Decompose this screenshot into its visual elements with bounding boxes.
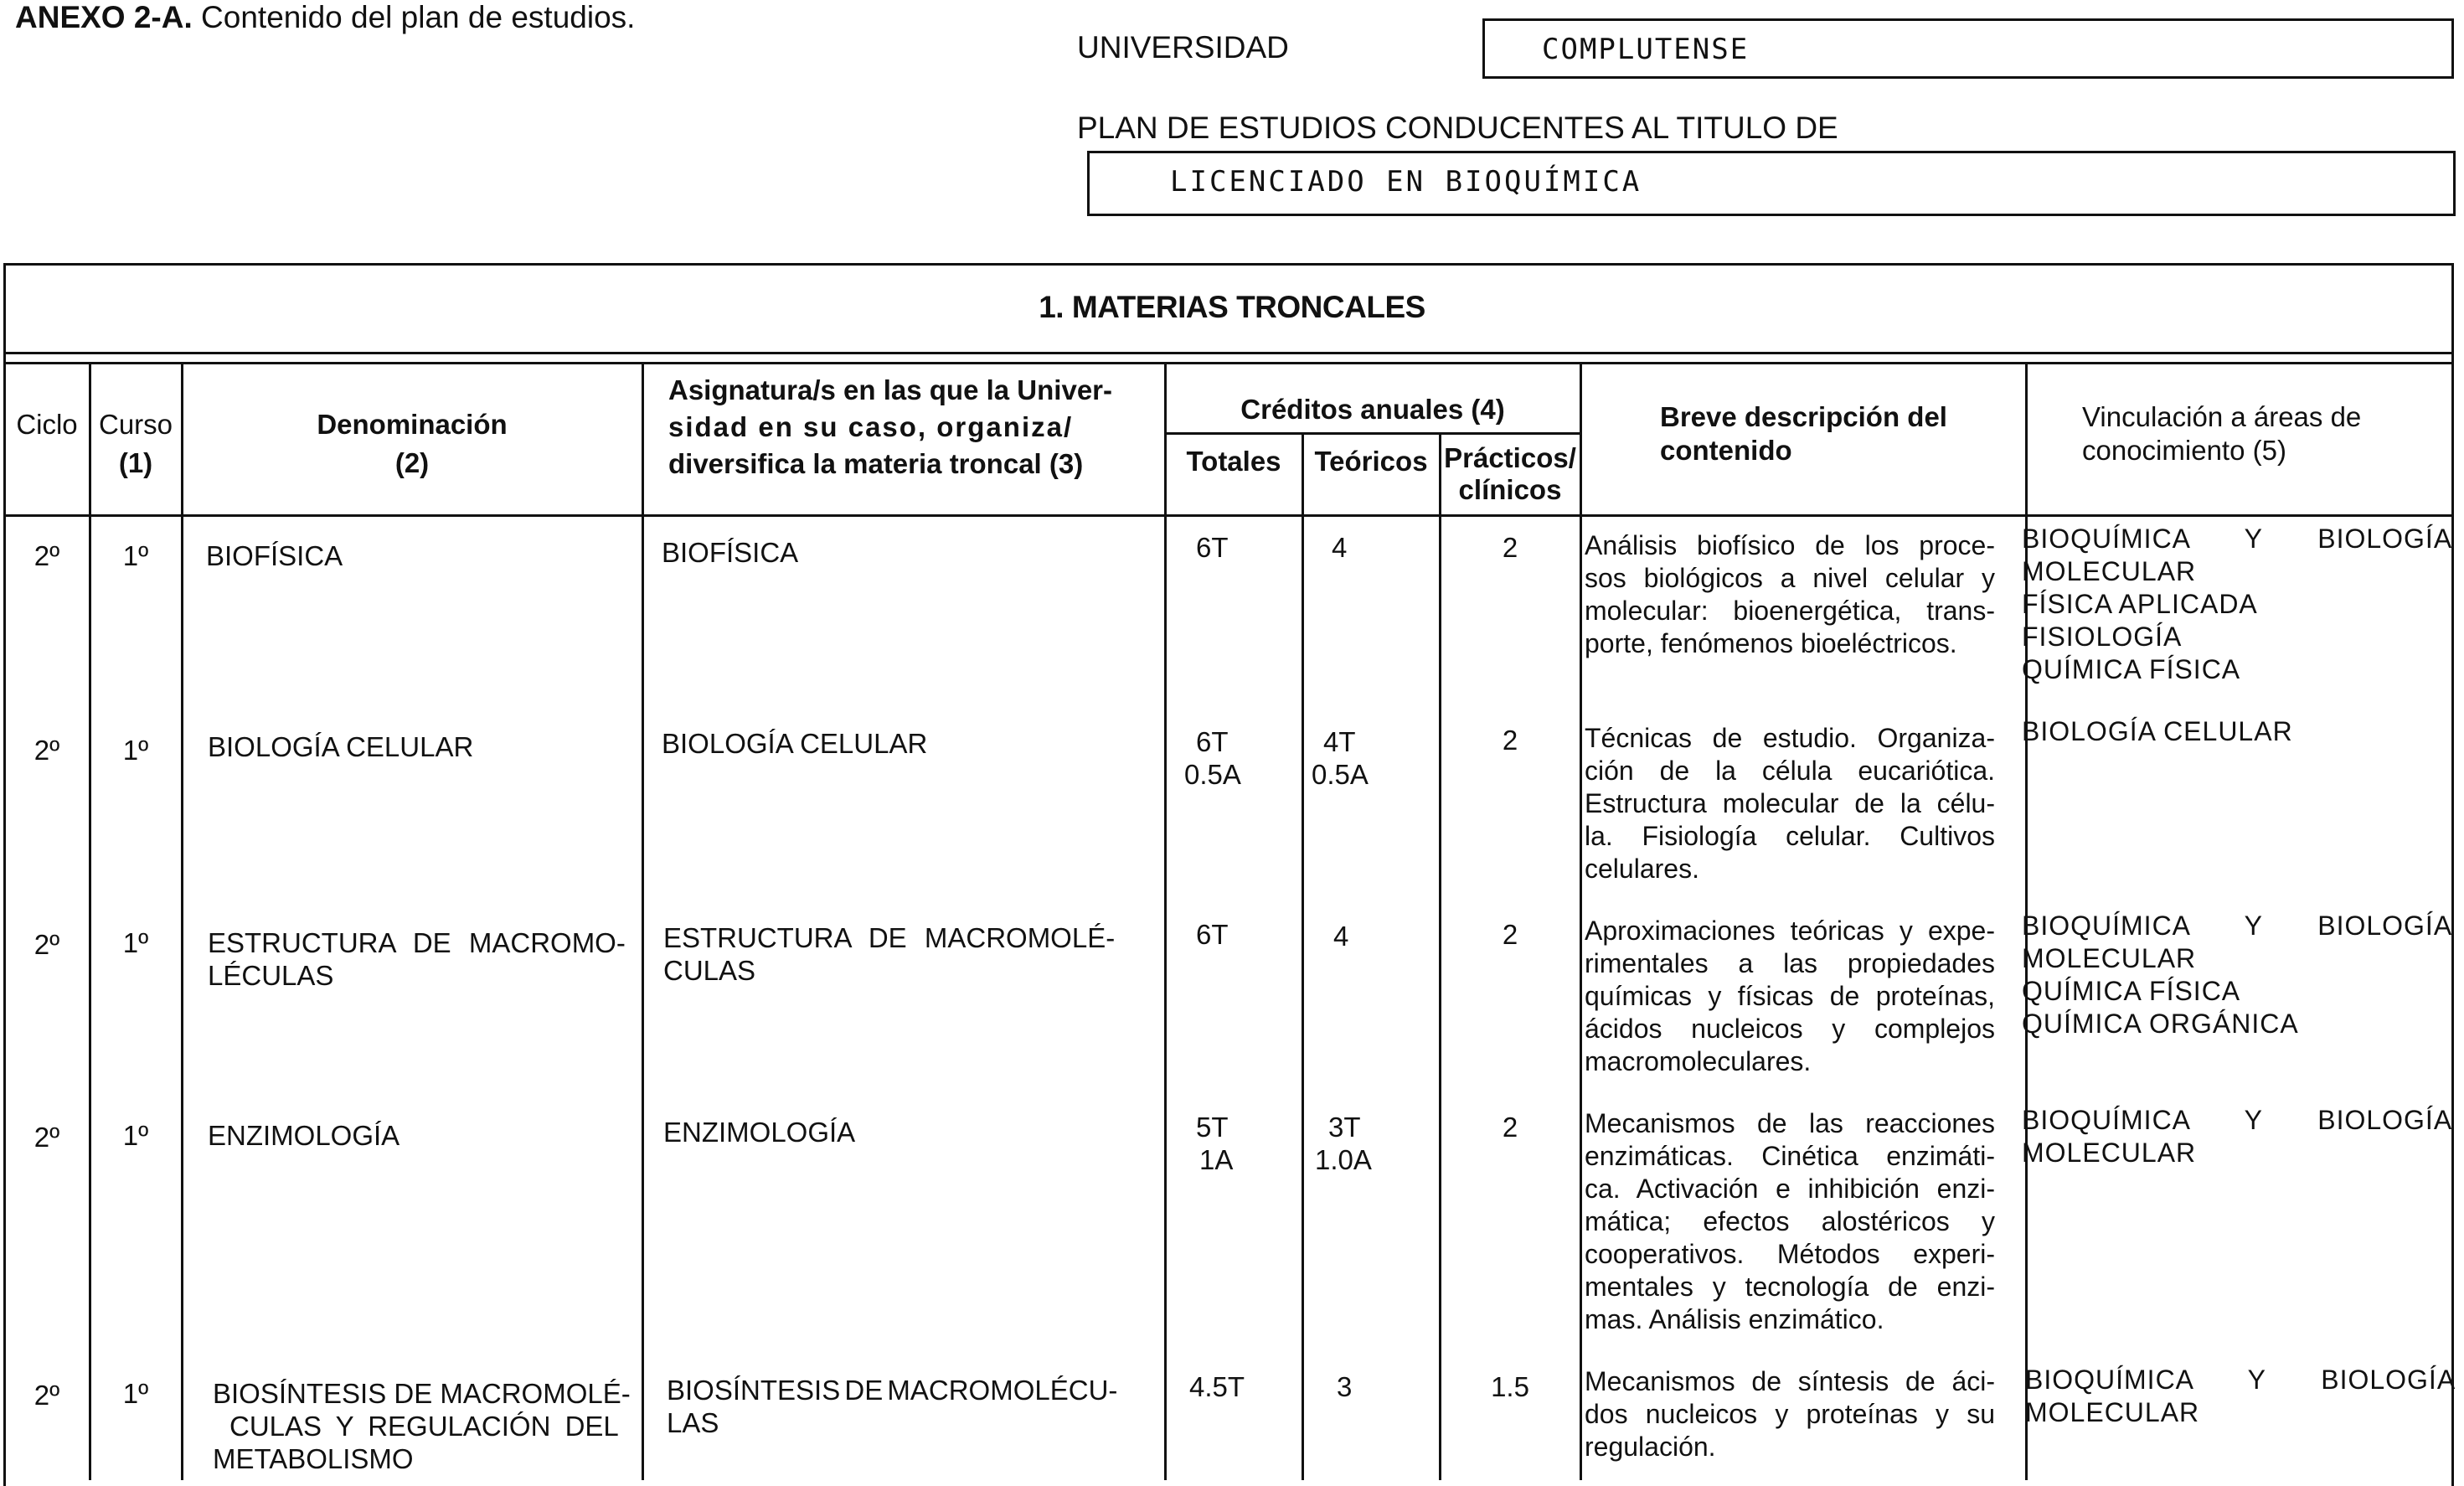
row4-descripcion-line: mas. Análisis enzimático. [1585, 1304, 1884, 1334]
row4-descripcion-line: ca. Activación e inhibición enzi- [1585, 1174, 1995, 1204]
header-curso [90, 405, 181, 482]
section-title: 1. MATERIAS TRONCALES [1039, 290, 1425, 324]
col-divider-ciclo [89, 362, 91, 1480]
row2-asignatura: BIOLOGÍA CELULAR [662, 728, 928, 759]
row4-totales-line: 5T [1196, 1112, 1229, 1143]
row2-descripcion-line: celulares. [1585, 854, 1699, 884]
header-descripcion-line2: contenido [1660, 435, 1792, 466]
row5-denominacion [213, 1377, 645, 1475]
row3-ciclo: 2º [34, 929, 60, 960]
row4-totales [1196, 1111, 1233, 1176]
university-box [1482, 18, 2454, 79]
row5-descripcion-line: dos nucleicos y proteínas y su [1585, 1399, 1995, 1429]
header-vinculacion-line2: conocimiento (5) [2082, 435, 2286, 466]
header-denominacion [183, 405, 642, 482]
row3-areas [2022, 910, 2453, 1040]
row4-ciclo: 2º [34, 1122, 60, 1153]
row2-descripcion-line: Estructura molecular de la célu- [1585, 788, 1995, 818]
row5-area: BIOQUÍMICA Y BIOLOGÍA [2025, 1365, 2456, 1395]
row4-totales-line: 1A [1199, 1144, 1234, 1175]
header-vinculacion [2082, 400, 2434, 467]
row2-area: BIOLOGÍA CELULAR [2022, 716, 2293, 746]
row5-descripcion-line: Mecanismos de síntesis de áci- [1585, 1366, 1995, 1396]
row1-areas [2022, 523, 2453, 686]
row1-area: QUÍMICA FÍSICA [2022, 654, 2241, 684]
row2-totales [1184, 725, 1241, 791]
row3-area: QUÍMICA ORGÁNICA [2022, 1009, 2299, 1039]
row2-denominacion: BIOLOGÍA CELULAR [208, 731, 474, 762]
row2-ciclo: 2º [34, 735, 60, 766]
row3-descripcion-line: Aproximaciones teóricas y expe- [1585, 916, 1995, 946]
row1-curso: 1º [122, 540, 149, 571]
row2-totales-line: 6T [1196, 726, 1229, 757]
col-divider-totales [1302, 432, 1304, 1480]
row4-areas [2022, 1104, 2453, 1169]
row2-totales-line: 0.5A [1184, 759, 1241, 790]
col-divider-curso [181, 362, 183, 1480]
header-asignatura [668, 372, 1154, 482]
col-divider-teoricos [1439, 432, 1441, 1480]
row3-totales: 6T [1196, 919, 1229, 950]
row3-descripcion-line: rimentales a las propiedades [1585, 948, 1995, 978]
annex-label: ANEXO 2-A. [15, 0, 193, 34]
row4-area: BIOQUÍMICA Y BIOLOGÍA [2022, 1105, 2453, 1135]
row3-area: MOLECULAR [2022, 943, 2197, 973]
row4-descripcion [1585, 1107, 1995, 1336]
row1-descripcion-line: molecular: bioenergética, trans- [1585, 596, 1995, 626]
row3-area: BIOQUÍMICA Y BIOLOGÍA [2022, 911, 2453, 941]
row5-denominacion-line: METABOLISMO [213, 1443, 414, 1474]
row1-descripcion-line: porte, fenómenos bioeléctricos. [1585, 628, 1957, 658]
row3-area: QUÍMICA FÍSICA [2022, 976, 2241, 1006]
title-divider [3, 352, 2454, 354]
header-ciclo: Ciclo [16, 409, 78, 440]
row1-ciclo: 2º [34, 540, 60, 571]
header-top-divider [3, 362, 2454, 364]
header-curso-line2: (1) [118, 447, 153, 478]
row2-descripcion-line: ción de la célula eucariótica. [1585, 756, 1995, 786]
header-denominacion-line1: Denominación [317, 409, 508, 440]
header-asignatura-line3: diversifica la materia troncal (3) [668, 448, 1084, 479]
row2-descripcion [1585, 722, 1995, 885]
row1-teoricos: 4 [1332, 532, 1348, 563]
row1-area: MOLECULAR [2022, 556, 2197, 586]
credits-subheader-divider [1164, 432, 1581, 435]
row2-descripcion-line: Técnicas de estudio. Organiza- [1585, 723, 1995, 753]
row3-curso: 1º [122, 927, 149, 958]
header-teoricos: Teóricos [1314, 446, 1428, 477]
row2-teoricos-line: 0.5A [1312, 759, 1369, 790]
header-vinculacion-line1: Vinculación a áreas de [2082, 401, 2362, 432]
row3-denominacion-line: ESTRUCTURA DE MACROMO- [208, 927, 626, 958]
row4-curso: 1º [122, 1120, 149, 1151]
row5-descripcion [1585, 1365, 1995, 1463]
row1-area: FÍSICA APLICADA [2022, 589, 2258, 619]
row4-area: MOLECULAR [2022, 1138, 2197, 1168]
row5-descripcion-line: regulación. [1585, 1432, 1716, 1462]
row4-descripcion-line: cooperativos. Métodos experi- [1585, 1239, 1995, 1269]
plan-value: LICENCIADO EN BIOQUÍMICA [1170, 165, 1642, 199]
row3-asignatura-line: CULAS [663, 955, 756, 986]
header-denominacion-line2: (2) [394, 447, 430, 478]
row3-descripcion-line: ácidos nucleicos y complejos [1585, 1014, 1995, 1044]
row2-practicos: 2 [1502, 725, 1518, 756]
row1-denominacion: BIOFÍSICA [206, 540, 343, 571]
row3-descripcion [1585, 915, 1995, 1078]
row5-areas [2025, 1364, 2456, 1429]
row2-descripcion-line: la. Fisiología celular. Cultivos [1585, 821, 1995, 851]
row2-areas [2022, 715, 2430, 748]
row4-descripcion-line: mentales y tecnología de enzi- [1585, 1272, 1995, 1302]
row5-curso: 1º [122, 1378, 149, 1409]
row3-denominacion [208, 926, 643, 992]
col-divider-asignatura [1164, 362, 1167, 1480]
row1-practicos: 2 [1502, 532, 1518, 563]
annex-title: Contenido del plan de estudios. [192, 0, 636, 34]
row4-descripcion-line: enzimáticas. Cinética enzimáti- [1585, 1141, 1995, 1171]
row3-descripcion-line: macromoleculares. [1585, 1046, 1812, 1076]
header-practicos-line1: Prácticos/ [1444, 442, 1576, 473]
row3-teoricos: 4 [1333, 921, 1349, 952]
row1-area: BIOQUÍMICA Y BIOLOGÍA [2022, 524, 2453, 554]
header-asignatura-line2: sidad en su caso, organiza/ [668, 411, 1074, 442]
header-descripcion [1660, 400, 2012, 467]
row5-ciclo: 2º [34, 1380, 60, 1411]
header-descripcion-line1: Breve descripción del [1660, 401, 1947, 432]
row5-area: MOLECULAR [2025, 1397, 2200, 1427]
row5-totales: 4.5T [1189, 1371, 1245, 1402]
header-asignatura-line1: Asignatura/s en las que la Univer- [668, 374, 1112, 405]
row1-area: FISIOLOGÍA [2022, 622, 2183, 652]
annex-heading [15, 0, 635, 35]
row1-asignatura: BIOFÍSICA [662, 537, 799, 568]
row3-descripcion-line: químicas y físicas de proteínas, [1585, 981, 1995, 1011]
university-label: UNIVERSIDAD [1077, 30, 1289, 64]
row1-totales: 6T [1196, 532, 1229, 563]
header-bottom-divider [3, 514, 2454, 517]
row4-teoricos [1315, 1111, 1372, 1176]
header-totales: Totales [1186, 446, 1281, 477]
row4-teoricos-line: 3T [1328, 1112, 1361, 1143]
row1-descripcion-line: Análisis biofísico de los proce- [1585, 530, 1995, 560]
row3-denominacion-line: LÉCULAS [208, 960, 334, 991]
row3-asignatura-line: ESTRUCTURA DE MACROMOLÉ- [663, 922, 1116, 953]
row5-asignatura [667, 1374, 1117, 1439]
university-value: COMPLUTENSE [1542, 33, 1750, 66]
row5-denominacion-line: BIOSÍNTESIS DE MACROMOLÉ- [213, 1378, 631, 1409]
row1-descripcion [1585, 529, 1995, 660]
row5-teoricos: 3 [1337, 1371, 1353, 1402]
row4-denominacion: ENZIMOLOGÍA [208, 1120, 400, 1151]
row4-asignatura: ENZIMOLOGÍA [663, 1117, 856, 1148]
row1-descripcion-line: sos biológicos a nivel celular y [1585, 563, 1995, 593]
row5-practicos: 1.5 [1491, 1371, 1529, 1402]
row4-descripcion-line: mática; efectos alostéricos y [1585, 1206, 1995, 1236]
header-curso-line1: Curso [98, 409, 173, 440]
row3-practicos: 2 [1502, 919, 1518, 950]
header-practicos [1441, 442, 1580, 506]
row4-teoricos-line: 1.0A [1315, 1144, 1372, 1175]
row2-teoricos [1312, 725, 1369, 791]
row4-descripcion-line: Mecanismos de las reacciones [1585, 1108, 1995, 1138]
row5-asignatura-line: LAS [667, 1407, 719, 1438]
row2-teoricos-line: 4T [1323, 726, 1356, 757]
plan-box [1087, 151, 2456, 216]
header-practicos-line2: clínicos [1458, 474, 1562, 505]
row3-asignatura [663, 921, 1115, 987]
row5-denominacion-line: CULAS Y REGULACIÓN DEL [229, 1411, 619, 1442]
row2-curso: 1º [122, 735, 149, 766]
col-divider-denominacion [642, 362, 644, 1480]
row5-asignatura-line: BIOSÍNTESIS DE MACROMOLÉCU- [667, 1375, 1118, 1406]
header-creditos: Créditos anuales (4) [1240, 394, 1505, 425]
row4-practicos: 2 [1502, 1112, 1518, 1143]
col-divider-creditos [1580, 362, 1582, 1480]
plan-label: PLAN DE ESTUDIOS CONDUCENTES AL TITULO DE [1077, 111, 1838, 145]
